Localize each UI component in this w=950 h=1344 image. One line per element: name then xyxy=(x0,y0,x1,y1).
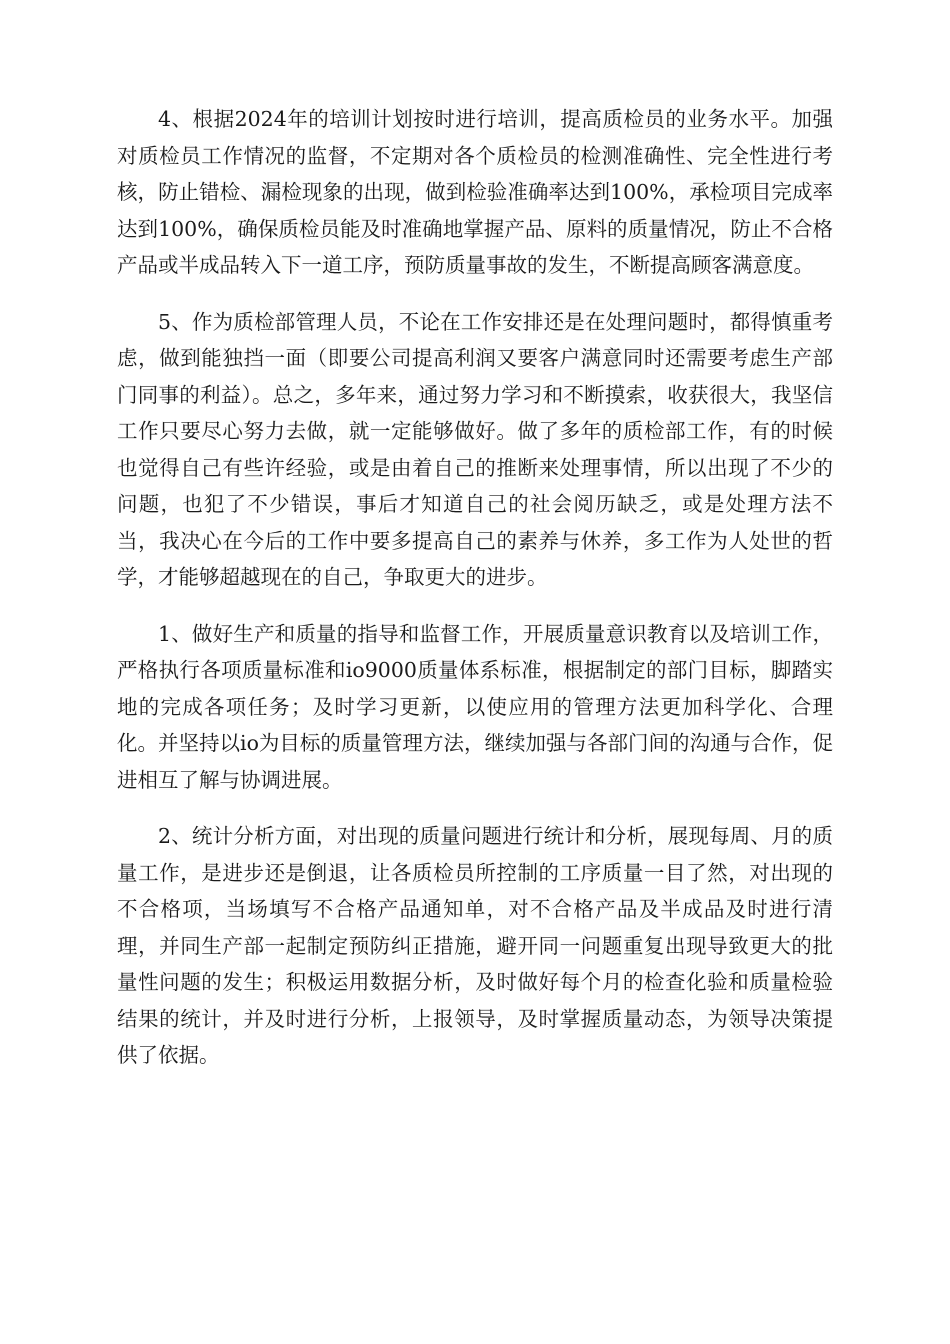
paragraph-statistical-analysis: 2、统计分析方面，对出现的质量问题进行统计和分析，展现每周、月的质量工作，是进步还是倒退，让各质检员所控制的工序质量一目了然，对出现的不合格项，当场填写不合格产品通知单，对不合格产品及半成品及时进行清理，并同生产部一起制定预防纠正措施，避开同一问题重复出现导致更大的批量性问题的发生；积极运用数据分析，及时做好每个月的检查化验和质量检验结果的统计，并及时进行分析，上报领导，及时掌握质量动态，为领导决策提供了依据。 xyxy=(117,824,833,1067)
paragraph-management-reflection: 5、作为质检部管理人员，不论在工作安排还是在处理问题时，都得慎重考虑，做到能独挡一面（即要公司提高利润又要客户满意同时还需要考虑生产部门同事的利益）。总之，多年来，通过努力学习和不断摸索，收获很大，我坚信工作只要尽心努力去做，就一定能够做好。做了多年的质检部工作，有的时候也觉得自己有些许经验，或是由着自己的推断来处理事情，所以出现了不少的问题，也犯了不少错误，事后才知道自己的社会阅历缺乏，或是处理方法不当，我决心在今后的工作中要多提高自己的素养与休养，多工作为人处世的哲学，才能够超越现在的自己，争取更大的进步。 xyxy=(117,309,833,589)
document-page xyxy=(117,101,833,1094)
paragraph-quality-supervision: 1、做好生产和质量的指导和监督工作，开展质量意识教育以及培训工作，严格执行各项质量标准和io9000质量体系标准，根据制定的部门目标，脚踏实地的完成各项任务；及时学习更新，以使应用的管理方法更加科学化、合理化。并坚持以io为目标的质量管理方法，继续加强与各部门间的沟通与合作，促进相互了解与协调进展。 xyxy=(117,621,833,792)
paragraph-training-plan: 4、根据2024年的培训计划按时进行培训，提高质检员的业务水平。加强对质检员工作情况的监督，不定期对各个质检员的检测准确性、完全性进行考核，防止错检、漏检现象的出现，做到检验准确率达到100%，承检项目完成率达到100%，确保质检员能及时准确地掌握产品、原料的质量情况，防止不合格产品或半成品转入下一道工序，预防质量事故的发生，不断提高顾客满意度。 xyxy=(117,107,833,277)
